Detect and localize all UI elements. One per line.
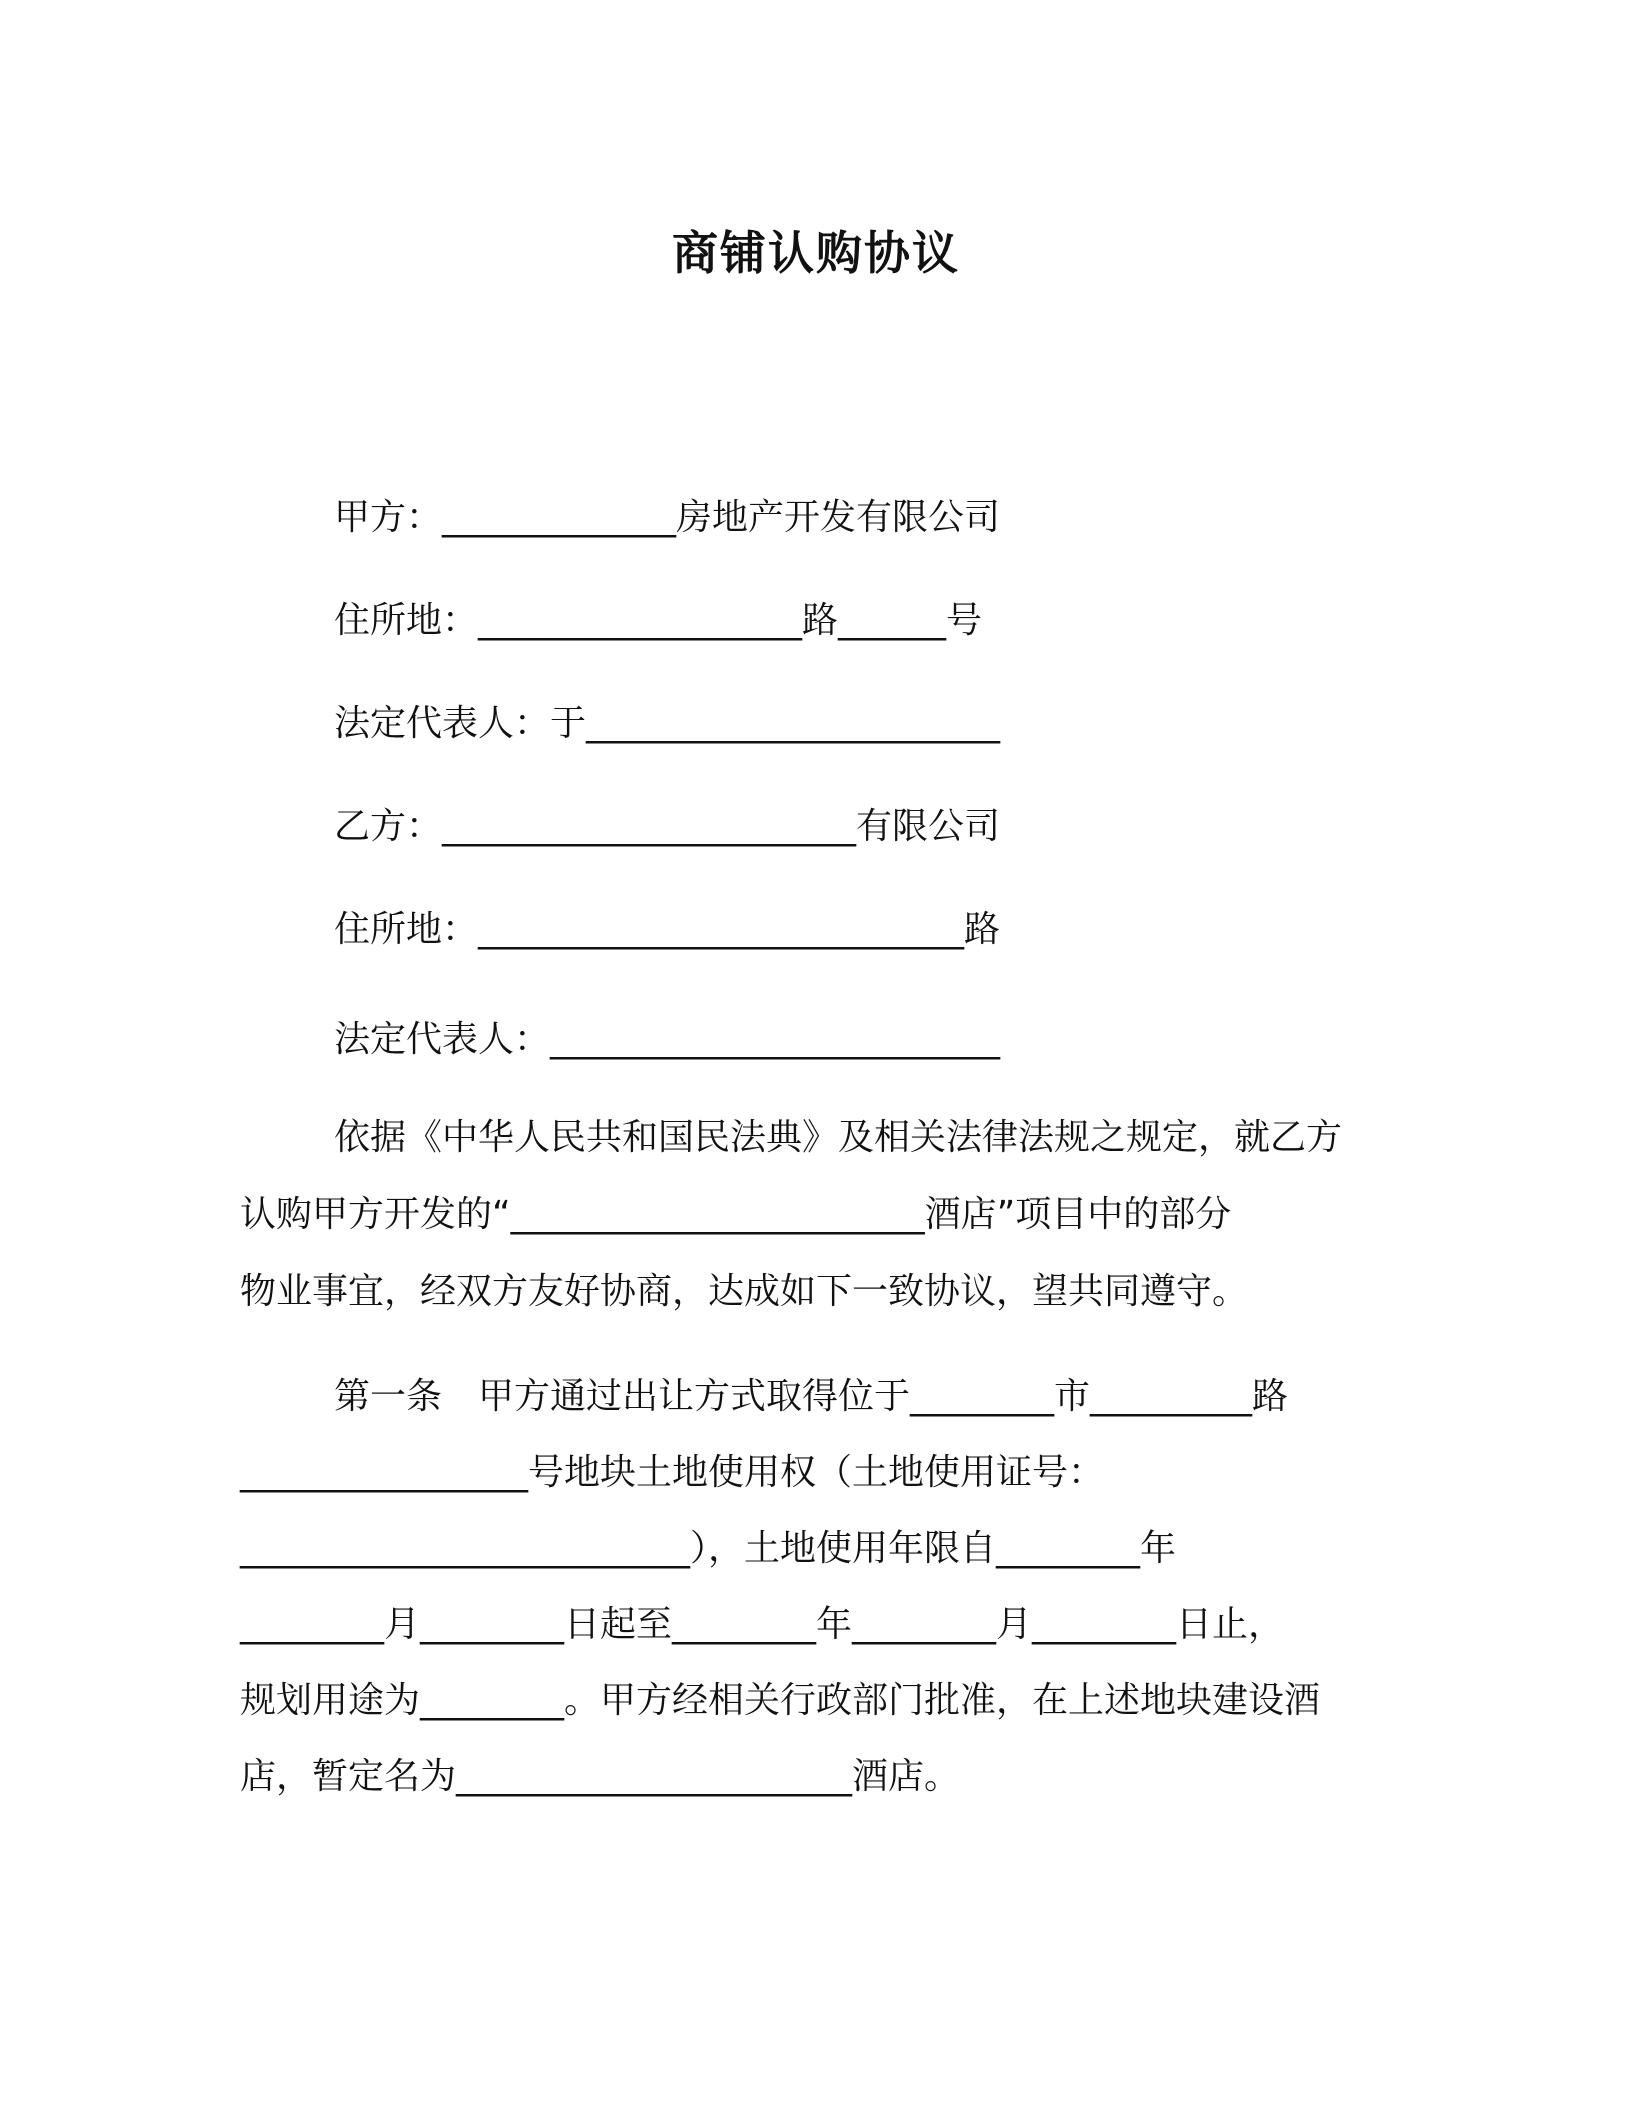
preamble-line-3: 物业事宜，经双方友好协商，达成如下一致协议，望共同遵守。 [240,1271,1249,1312]
article1-line-5: 规划用途为________。甲方经相关行政部门批准，在上述地块建设酒 [240,1680,1321,1721]
party-b-address-line: 住所地：___________________________路 [334,909,1001,950]
party-a-line: 甲方：_____________房地产开发有限公司 [334,497,1001,538]
article1-line-1: 第一条 甲方通过出让方式取得位于________市_________路 [334,1376,1289,1417]
article1-line-2: ________________号地块土地使用权（土地使用证号： [240,1452,1105,1493]
article1-line-4: ________月________日起至________年________月________日止， [240,1604,1285,1645]
preamble-line-2: 认购甲方开发的“_______________________酒店”项目中的部分 [240,1194,1232,1235]
party-b-representative-line: 法定代表人：_________________________ [334,1019,1001,1060]
party-a-representative-line: 法定代表人：于_______________________ [334,703,1001,744]
document-title: 商铺认购协议 [672,226,960,280]
party-a-address-line: 住所地：__________________路______号 [334,600,983,641]
preamble-line-1: 依据《中华人民共和国民法典》及相关法律法规之规定，就乙方 [334,1117,1343,1158]
party-b-line: 乙方：_______________________有限公司 [334,806,1001,847]
article1-line-3: _________________________），土地使用年限自________年 [240,1528,1177,1569]
article1-line-6: 店，暂定名为______________________酒店。 [240,1756,961,1797]
